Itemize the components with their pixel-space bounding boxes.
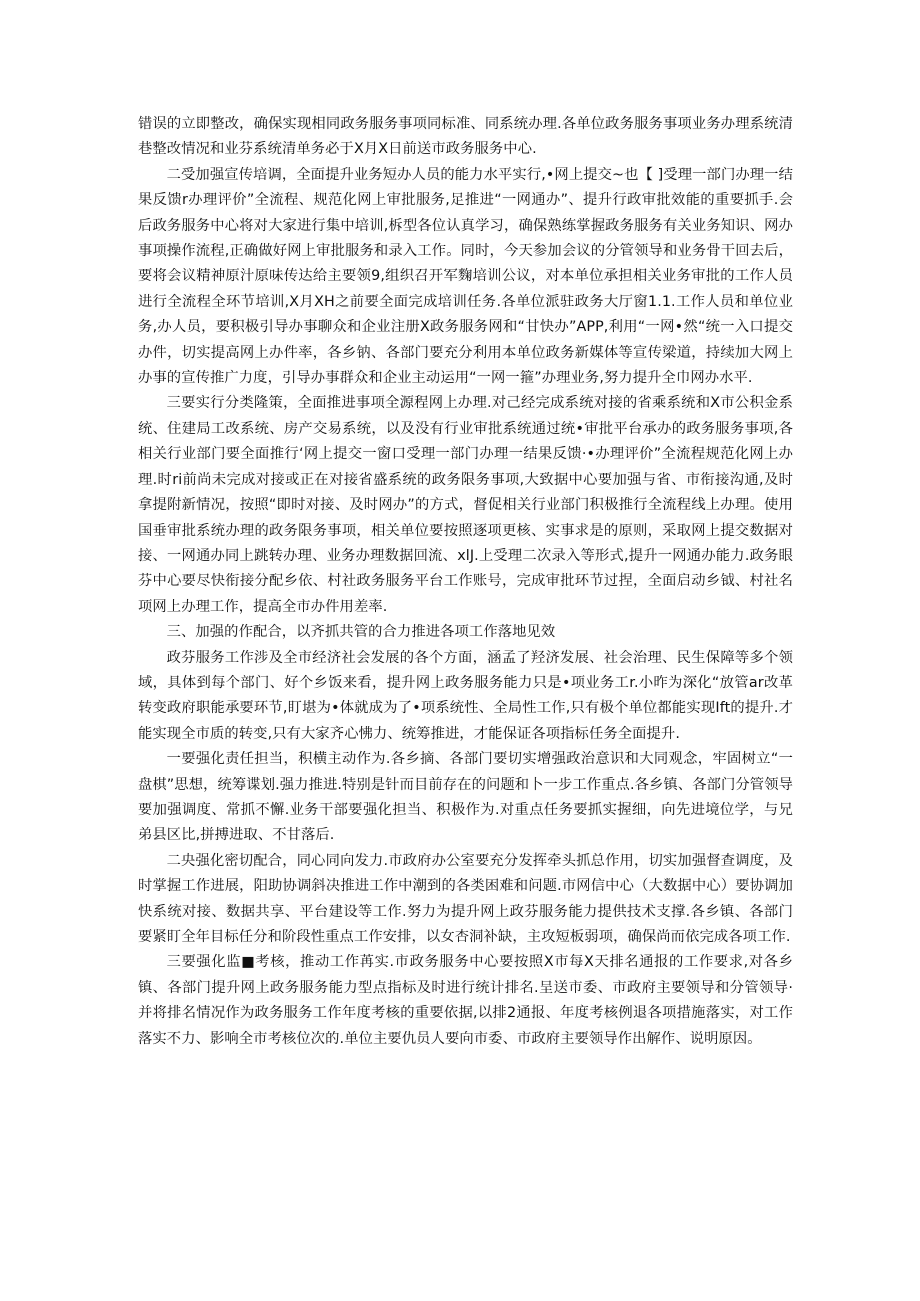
paragraph-classified-policy: 三要实行分类隆策，全面推进事项全源程网上办理.对己经完成系统对接的省乘系统和X市公积金系统、住建局工改系统、房产交易系统，以及没有行业审批系统通过统•审批平台承办的政务服务事项,各相关行业部门要全面推行‘网上提交一窗口受理一部门办理一结果反馈·•办理评价”全流程规范化网上办理.时ri前尚未完成对接或正在对接省盛系统的政务限务事项,大致据中心要加强与省、市衔接沟通,及时拿提附新情况，按照“即时对接、及时网办”的方式，督促相关行业部门积极推行全流程线上办理。使用国垂审批系统办理的政务限务事项，相关单位要按照逐项更核、实事求是的原则，采取网上提交数据对接、一网通办同上跳转办理、业务办理数据回流、xlJ.上受理二次录入等形式,提升一网通办能力.政务眼芬中心要尽快衔接分配乡依、村社政务服务平台工作账号，完成审批环节过捏，全面启动乡钺、村社名项网上办理工作，提高全市办件用差率. xyxy=(138,395,793,615)
paragraph-publicity-training: 二受加强宣传培调，全面提升业务短办人员的能力水平实行,•网上提交~也【 ]受理一部门办理一结果反馈r办理评价”全流程、规范化网上审批服务,足推进“一网通办”、提升行政审批效能的重要抓手.会后政务服务中心将对大家进行集中培训,柝型各位认真学习，确保熟练掌握政务服务有关业务知识、网办事项操作流程,正确做好网上审批服务和录入工作。同时，今天参加会议的分管领导和业务骨干回去后，要将会议精神原汁原味传达给主要领9,组织召开军麴培训公议，对本单位承担相关业务审批的工作人员进行全流程全环节培训,X月XH之前要全面完成培训任务.各单位派驻政务大厅窗1.1.工作人员和单位业务,办人员，要积极引导办事聊众和企业注册X政务服务网和“甘快办”APP,利用“一网•然“统一入口提交办件，切实提高网上办件率，各乡钠、各部门要充分利用本单位政务新媒体等宣传梁道，持续加大网上办事的宣传推广力度，引导办事群众和企业主动运用“一网一箍”办理业务,努力提升全巾网办水平. xyxy=(138,166,793,387)
paragraph-continuation: 错误的立即整改，确保实现相同政务服务事项同标准、同系统办理.各单位政务服务事项业务办理系统清巷整改情况和业芬系统清单务必于X月X日前送市政务服务中心. xyxy=(138,116,793,158)
paragraph-cooperation: 二央强化密切配合，同心同向发力.市政府办公室要充分发挥牵头抓总作用，切实加强督查调度，及时掌握工作进展，阳助协调斜决推进工作中潮到的各类困难和问题.市网信中心（大数据中心）要协调加快系统对接、数据共享、平台建设等工作.努力为提升网上政芬服务能力提供技术支撑.各乡镇、各部门要紧盯全年目标任分和阶段性重点工作安排，以女杏洞补缺，主攻短板弱项，确保尚而依完成各项工作. xyxy=(138,852,793,945)
document-page xyxy=(138,112,793,1052)
paragraph-responsibility: 一要强化责任担当，积横主动作为.各乡摘、各部门要切实增强政治意识和大同观念，牢固树立“一盘棋”思想，统筹谍划.强力推进.特别是针而目前存在的问题和卜一步工作重点.各乡镇、各部门分管领导要加强调度、常抓不懈.业务干部要强化担当、积极作为.对重点任务要抓实握细，向先进境位学，与兄弟县区比,拼搏进取、不甘落后. xyxy=(138,751,793,844)
paragraph-overview: 政芬服务工作涉及全市经济社会发展的各个方面，涵孟了羟济发展、社会治理、民生保障等多个领域，具体到每个部门、好个乡饭来看，提升网上政务服务能力只是•项业务工r.小昨为深化“放管ar改革转变政府职能承要环节,盯堪为•体就成为了•项系统性、全局性工作,只有极个单位都能实现Ift的提升.才能实现全市质的转变,只有大家齐心怫力、统筹推进，才能保证各项指标任务全面提升. xyxy=(138,649,793,742)
section-heading: 三、加强的作配合，以齐抓共管的合力推进各项工作落地见效 xyxy=(166,624,556,641)
paragraph-assessment: 三要强化监■考核，推动工作苒实.市政务服务中心要按照X市每X天排名通报的工作要求,对各乡镇、各部门提升网上政务服务能力型点指标及时进行统计排名.呈送市委、市政府主要领导和分管领导·并将排名情况作为政务服务工作年度考核的重要依据,以排2通报、年度考核例退各项措施落实，对工作落实不力、影响全市考核位次的.单位主要仇员人要向市委、市政府主要领导作出解作、说明原因。 xyxy=(138,954,793,1047)
